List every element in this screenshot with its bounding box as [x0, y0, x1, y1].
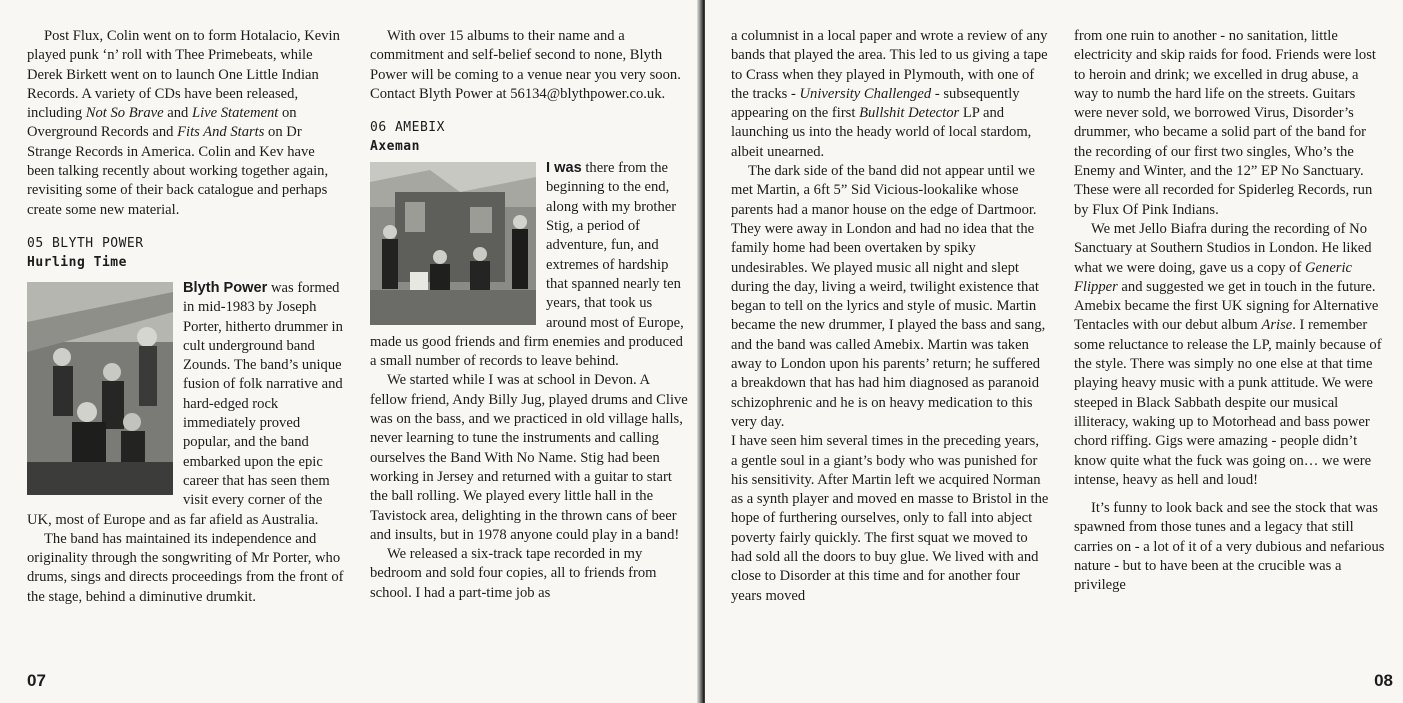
paragraph-legacy: It’s funny to look back and see the stock that was spawned from those tunes and a legacy that still carries on - a lot of it of a very dubious and nefarious nature - but to have been at the crucible was a privilege	[1074, 500, 1385, 594]
lead-in-i-was: I was	[546, 160, 582, 177]
paragraph-blyth-power-contact: With over 15 albums to their name and a commitment and self-belief second to none, Blyth Power will be coming to a venue near you very soon. Contact Blyth Power at 56134@blythpower.co.uk.	[370, 28, 681, 102]
left-column-2	[370, 27, 688, 603]
section-title-hurling-time: Hurling Time	[27, 254, 127, 270]
amebix-band-photo	[370, 162, 536, 325]
paragraph-amebix-intro: I was there from the beginning to the end, along with my brother Stig, a period of adventure, fun, and extremes of hardship that spanned nearly ten years, that took us around most of Europe, made us good friends and firm enemies and produced a small number of records to leave behind.	[370, 160, 684, 370]
paragraph-blyth-power-intro: Blyth Power was formed in mid-1983 by Joseph Porter, hitherto drummer in cult underground band Zounds. The band’s unique fusion of folk narrative and hard-edged rock immediately proved popular, and the band embarked upon the epic career that has seen them visit every corner of the UK, most of Europe and as far afield as Australia.	[27, 279, 343, 528]
paragraph-amebix-tape: We released a six-track tape recorded in my bedroom and sold four copies, all to friends from school. I had a part-time job as	[370, 546, 657, 601]
paragraph-amebix-school: We started while I was at school in Devon. A fellow friend, Andy Billy Jug, played drums and Clive was on the bass, and we practiced in old village halls, never learning to tune the instruments and calling ourselves the Band With No Name. Stig had been working in Jersey and returned with a guitar to start the ball rolling. We played every little hall in the Tavistock area, delighting in the thrown cans of beer and insults, but in 1978 anyone could play in a band!	[370, 372, 688, 543]
left-column-1	[27, 27, 345, 607]
page-number-right: 08	[1374, 671, 1393, 690]
section-title-axeman: Axeman	[370, 139, 420, 155]
page-number-left: 07	[27, 671, 46, 690]
page-08	[705, 0, 1403, 703]
right-column-2	[1074, 27, 1386, 596]
lead-in-blyth-power: Blyth Power	[183, 279, 268, 296]
section-number-blyth-power: 05 BLYTH POWER	[27, 235, 144, 251]
paragraph-blyth-power-independence: The band has maintained its independence and originality through the songwriting of Mr Porter, who drums, sings and directs proceedings from the front of the stage, behind a diminutive drumkit.	[27, 530, 344, 605]
paragraph-bristol: I have seen him several times in the preceding years, a gentle soul in a giant’s body who was punished for his sensitivity. After Martin left we acquired Norman as a synth player and moved en masse to Bristol in the hope of furthering ourselves, only to fall into abject poverty fairly quickly. The first squat we moved to had sold all the doors to buy glue. We lived with and close to Disorder at this time and for another four years moved	[731, 433, 1049, 604]
section-number-amebix: 06 AMEBIX	[370, 120, 445, 136]
paragraph-jello-biafra: We met Jello Biafra during the recording of No Sanctuary at Southern Studios in London. He liked what we were doing, gave us a copy of Generic Flipper and suggested we get in touch in the future. Amebix became the first UK signing for Alternative Tentacles with our debut album Arise. I remember some reluctance to release the LP, mainly because of the style. There was simply no one else at that time playing heavy music with a punk attitude. We were steeped in Black Sabbath despite our musical illiteracy, waking up to Motorhead and bass power chord riffing. Gigs were amazing - people didn’t know quite what the fuck was going on… we were intense, heavy as hell and loud!	[1074, 220, 1382, 488]
paragraph-martin: The dark side of the band did not appear until we met Martin, a 6ft 5” Sid Vicious-lookalike whose parents had a manor house on the edge of Dartmoor. They were away in London and had no idea that the family home had been overtaken by spiky undesirables. We played music all night and slept during the day, living a weird, twilight existence that began to tell on the lyrics and style of music. Martin became the new drummer, I played the bass and sang, and the band was called Amebix. Martin was taken away to London upon his parents’ return; he suffered a breakdown that has had him diagnosed as paranoid schizophrenic and he is on heavy medication to this very day.	[731, 163, 1046, 430]
paragraph-flux-epilogue: Post Flux, Colin went on to form Hotalacio, Kevin played punk ‘n’ roll with Thee Primebeats, while Derek Birkett went on to launch One Little Indian Records. A variety of CDs have been released, including Not So Brave and Live Statement on Overground Records and Fits And Starts on Dr Strange Records in America. Colin and Kev have been talking recently about working together again, revisiting some of their back catalogue and perhaps create some new material.	[27, 28, 340, 218]
blyth-power-band-photo	[27, 282, 173, 495]
paragraph-crass-tape: a columnist in a local paper and wrote a review of any bands that played the area. This led to us giving a tape to Crass when they played in Plymouth, with one of the tracks - University Challenged - subsequently appearing on the first Bullshit Detector LP and launching us into the heady world of local stardom, albeit unearned.	[731, 28, 1048, 160]
right-column-1	[731, 27, 1049, 606]
paragraph-squats: from one ruin to another - no sanitation, little electricity and skip raids for food. Friends were lost to heroin and drink; we excelled in drug abuse, a way to numb the hard life on the streets. Guitars were never sold, we borrowed Virus, Disorder’s drummer, who became a solid part of the band for the recording of our first two singles, Who’s the Enemy and Winter, and the 12” EP No Sanctuary. These were all recorded for Spiderleg Records, run by Flux Of Pink Indians.	[1074, 28, 1376, 218]
